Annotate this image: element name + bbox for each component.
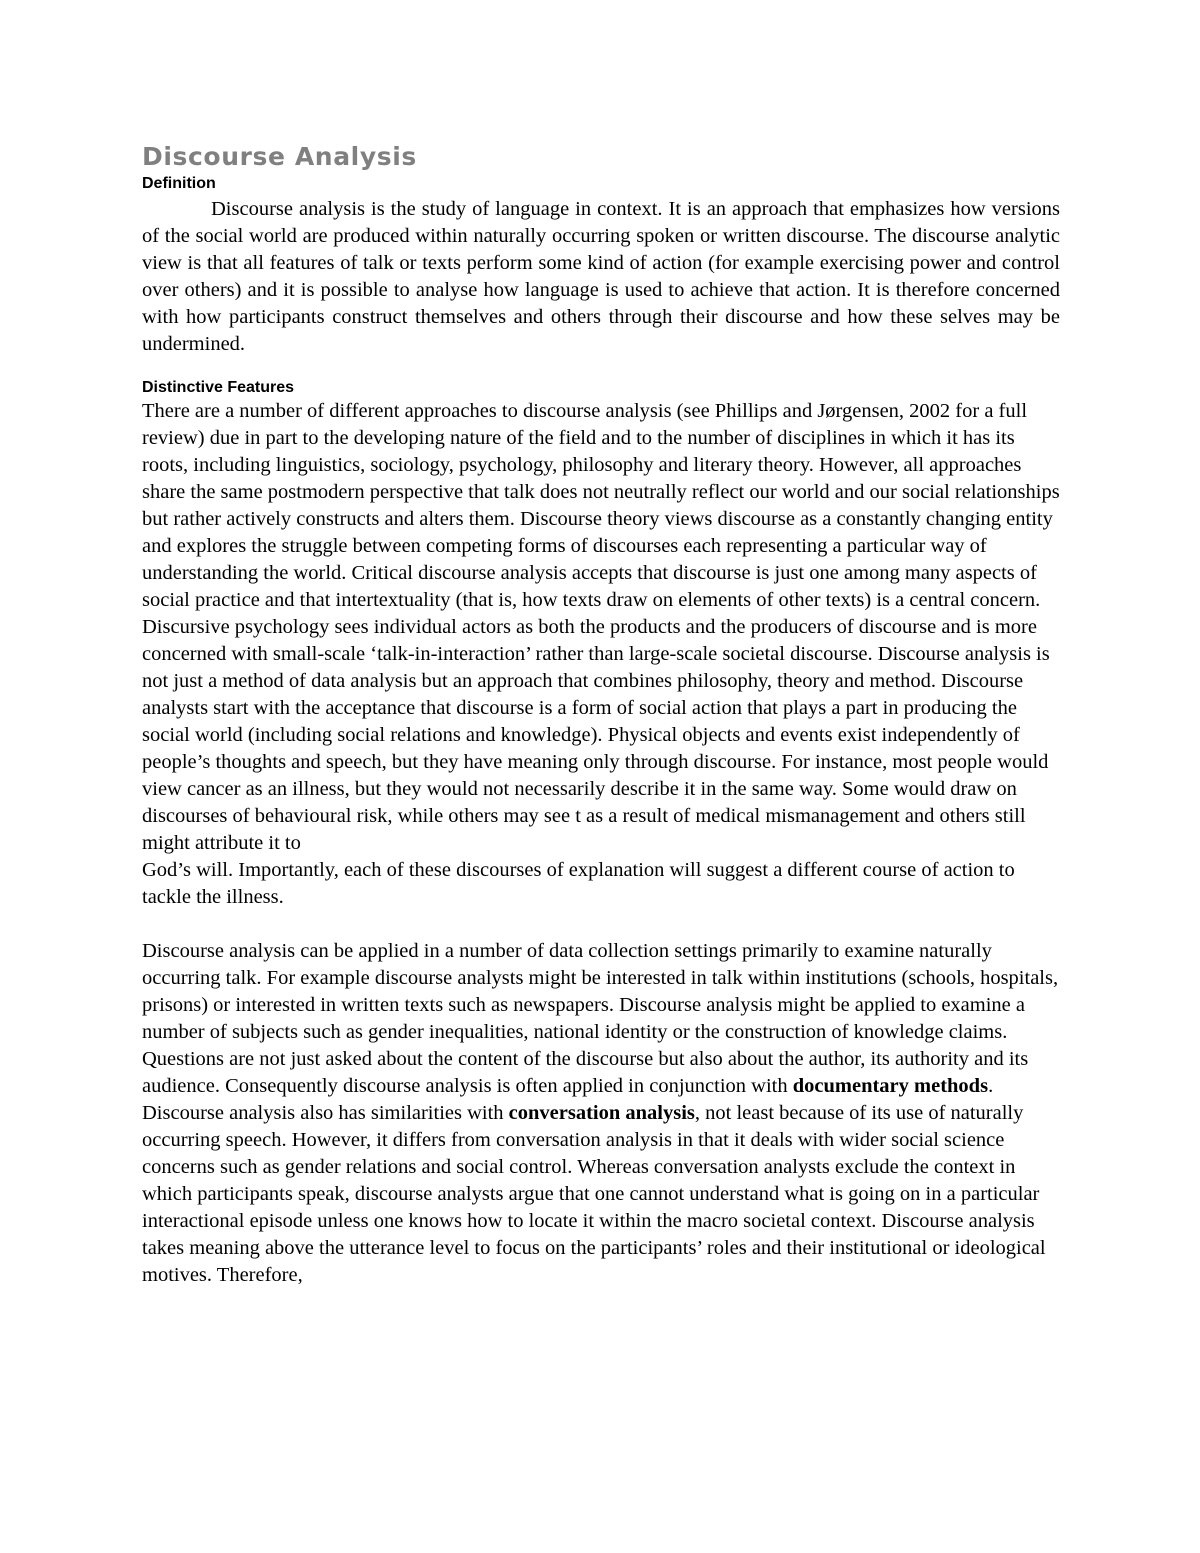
document-title: Discourse Analysis (142, 142, 417, 171)
documentary-methods-term: documentary methods (792, 1075, 989, 1097)
definition-paragraph: Discourse analysis is the study of language in context. It is an approach that emphasizes how versions of the social world are produced within naturally occurring spoken or written discourse. The discourse analytic view is that all features of talk or texts perform some kind of action (for example exercising power and control over others) and it is possible to analyse how language is used to achieve that action. It is therefore concerned with how participants construct themselves and others through their discourse and how these selves may be undermined. (142, 198, 1060, 355)
applications-text-2: . Discourse analysis also has similarities with (142, 1075, 994, 1124)
applications-text-3: , not least because of its use of naturally occurring speech. However, it differs from conversation analysis in that it deals with wider social science concerns such as gender relations and social control. Whereas conversation analysts exclude the context in which participants speak, discourse analysts argue that one cannot understand what is going on in a particular interactional episode unless one knows how to locate it within the macro societal context. Discourse analysis takes meaning above the utterance level to focus on the participants’ roles and their institutional or ideological motives. Therefore, (142, 1102, 1046, 1286)
features-paragraph-part-2: God’s will. Importantly, each of these discourses of explanation will suggest a different course of action to tackle the illness. (142, 859, 1015, 908)
section-heading-definition: Definition (142, 175, 216, 192)
document-body (142, 140, 1060, 1289)
section-heading-distinctive-features: Distinctive Features (142, 379, 295, 396)
distinctive-features-paragraph (142, 398, 1060, 911)
features-paragraph-part-1: There are a number of different approaches to discourse analysis (see Phillips and Jørgensen, 2002 for a full review) due in part to the developing nature of the field and to the number of disciplines in which it has its roots, including linguistics, sociology, psychology, philosophy and literary theory. However, all approaches share the same postmodern perspective that talk does not neutrally reflect our world and our social relationships but rather actively constructs and alters them. Discourse theory views discourse as a constantly changing entity and explores the struggle between competing forms of discourses each representing a particular way of understanding the world. Critical discourse analysis accepts that discourse is just one among many aspects of social practice and that intertextuality (that is, how texts draw on elements of other texts) is a central concern. Discursive psychology sees individual actors as both the products and the producers of discourse and is more concerned with small-scale ‘talk-in-interaction’ rather than large-scale societal discourse. Discourse analysis is not just a method of data analysis but an approach that combines philosophy, theory and method. Discourse analysts start with the acceptance that discourse is a form of social action that plays a part in producing the social world (including social relations and knowledge). Physical objects and events exist independently of people’s thoughts and speech, but they have meaning only through discourse. For instance, most people would view cancer as an illness, but they would not necessarily describe it in the same way. Some would draw on discourses of behavioural risk, while others may see t as a result of medical mismanagement and others still might attribute it to (142, 400, 1060, 854)
conversation-analysis-term: conversation analysis (508, 1102, 695, 1124)
applications-text-1: Discourse analysis can be applied in a number of data collection settings primarily to examine naturally occurring talk. For example discourse analysts might be interested in talk within institutions (schools, hospitals, prisons) or interested in written texts such as newspapers. Discourse analysis might be applied to examine a number of subjects such as gender inequalities, national identity or the construction of knowledge claims. Questions are not just asked about the content of the discourse but also about the author, its authority and its audience. Consequently discourse analysis is often applied in conjunction with (142, 940, 1059, 1097)
applications-paragraph (142, 938, 1060, 1289)
